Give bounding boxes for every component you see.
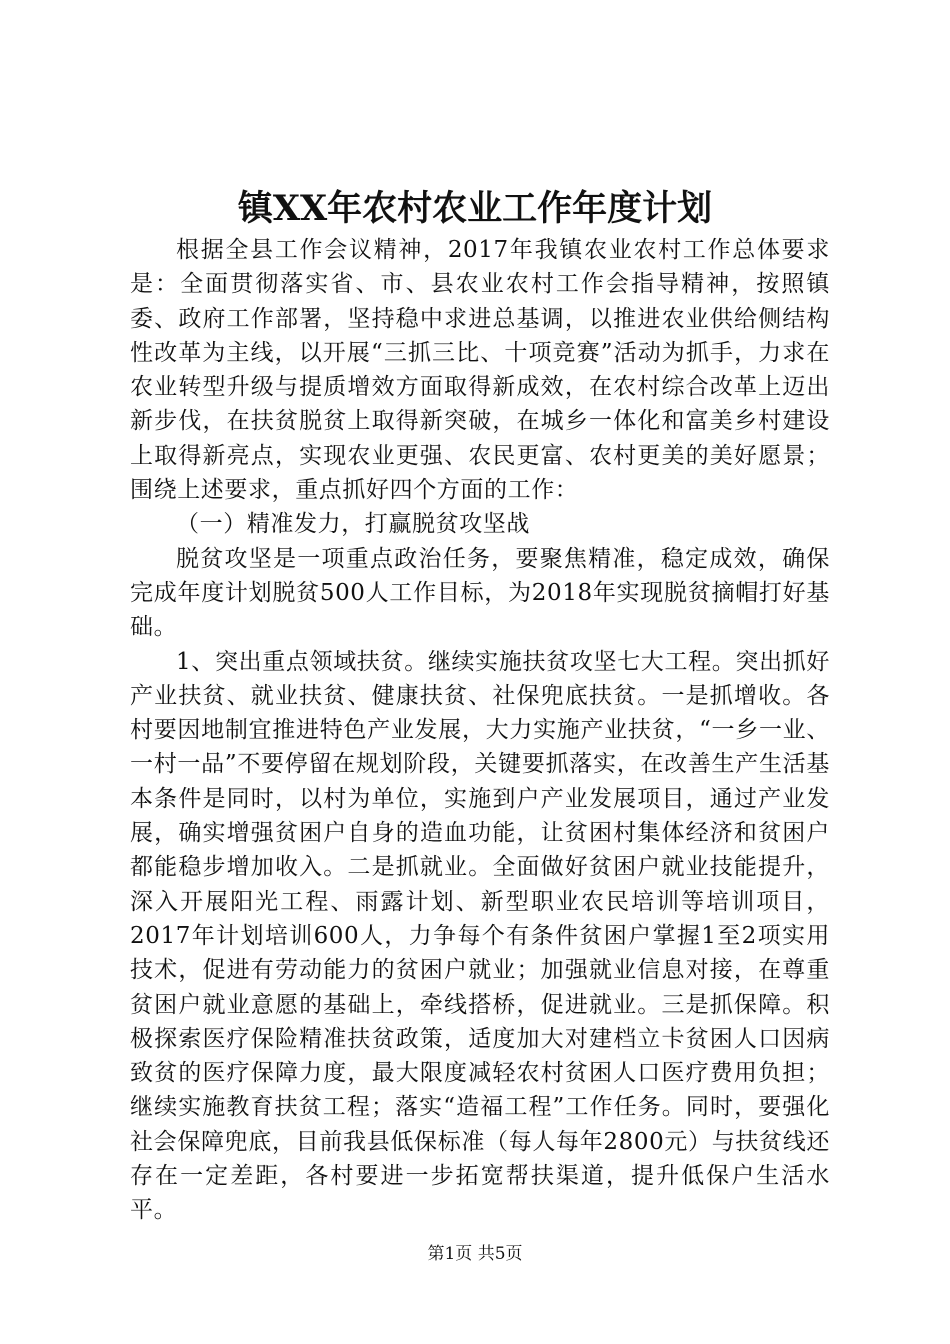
document-title: 镇XX年农村农业工作年度计划	[237, 188, 713, 229]
intro-paragraph: 根据全县工作会议精神，2017年我镇农业农村工作总体要求是：全面贯彻落实省、市、县农业农村工作会指导精神，按照镇委、政府工作部署，坚持稳中求进总基调，以推进农业供给侧结构性改革为主线，以开展“三抓三比、十项竞赛”活动为抓手，力求在农业转型升级与提质增效方面取得新成效，在农村综合改革上迈出新步伐，在扶贫脱贫上取得新突破，在城乡一体化和富美乡村建设上取得新亮点，实现农业更强、农民更富、农村更美的美好愿景；围绕上述要求，重点抓好四个方面的工作：	[130, 237, 830, 504]
item-paragraph: 1、突出重点领域扶贫。继续实施扶贫攻坚七大工程。突出抓好产业扶贫、就业扶贫、健康扶贫、社保兜底扶贫。一是抓增收。各村要因地制宜推进特色产业发展，大力实施产业扶贫，“一乡一业、一村一品”不要停留在规划阶段，关键要抓落实，在改善生产生活基本条件是同时，以村为单位，实施到户产业发展项目，通过产业发展，确实增强贫困户自身的造血功能，让贫困村集体经济和贫困户都能稳步增加收入。二是抓就业。全面做好贫困户就业技能提升，深入开展阳光工程、雨露计划、新型职业农民培训等培训项目，2017年计划培训600人，力争每个有条件贫困户掌握1至2项实用技术，促进有劳动能力的贫困户就业；加强就业信息对接，在尊重贫困户就业意愿的基础上，牵线搭桥，促进就业。三是抓保障。积极探索医疗保险精准扶贫政策，适度加大对建档立卡贫困人口因病致贫的医疗保障力度，最大限度减轻农村贫困人口医疗费用负担；继续实施教育扶贫工程；落实“造福工程”工作任务。同时，要强化社会保障兜底，目前我县低保标准（每人每年2800元）与扶贫线还存在一定差距，各村要进一步拓宽帮扶渠道，提升低保户生活水平。	[130, 648, 830, 1224]
document-body	[130, 233, 830, 1228]
page-footer: 第1页 共5页	[427, 1244, 523, 1264]
section-paragraph: 脱贫攻坚是一项重点政治任务，要聚焦精准，稳定成效，确保完成年度计划脱贫500人工作目标，为2018年实现脱贫摘帽打好基础。	[130, 545, 830, 641]
section-heading: （一）精准发力，打赢脱贫攻坚战	[176, 511, 530, 538]
